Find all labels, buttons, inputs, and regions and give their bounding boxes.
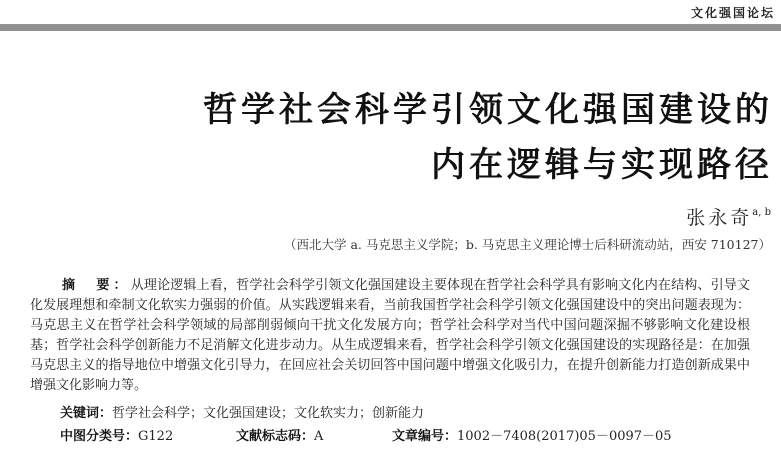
doc-code-label: 文献标志码： xyxy=(236,429,315,444)
doc-code-value: A xyxy=(314,429,324,444)
article-no-label: 文章编号： xyxy=(392,429,458,444)
header-rule xyxy=(0,24,781,31)
document-code xyxy=(236,425,323,444)
author-affiliation-marks: a, b xyxy=(752,207,771,218)
keywords xyxy=(60,402,424,421)
clc-label: 中图分类号： xyxy=(60,429,139,444)
keywords-label: 关键词： xyxy=(60,406,113,421)
title-line-1: 哲学社会科学引领文化强国建设的 xyxy=(203,90,773,130)
abstract xyxy=(30,276,750,396)
title-line-2: 内在逻辑与实现路径 xyxy=(431,145,773,185)
article-number xyxy=(392,425,672,444)
keywords-text: 哲学社会科学；文化强国建设；文化软实力；创新能力 xyxy=(112,406,425,421)
author xyxy=(686,203,771,230)
abstract-label: 摘 要： xyxy=(62,278,131,293)
clc-number xyxy=(60,425,173,444)
affiliation: （西北大学 a. 马克思主义学院；b. 马克思主义理论博士后科研流动站，西安 710127） xyxy=(283,237,771,252)
clc-value: G122 xyxy=(138,429,174,444)
running-head: 文化强国论坛 xyxy=(690,6,775,20)
article-no-value: 1002－7408(2017)05－0097－05 xyxy=(457,429,672,444)
abstract-text: 从理论逻辑上看，哲学社会科学引领文化强国建设主要体现在哲学社会科学具有影响文化内在结构、引导文化发展理想和牵制文化软实力强弱的价值。从实践逻辑来看，当前我国哲学社会科学引领文化强国建设中的突出问题表现为：马克思主义在哲学社会科学领域的局部削弱倾向干扰文化发展方向；哲学社会科学对当代中国问题深掘不够影响文化建设根基；哲学社会科学创新能力不足消解文化进步动力。从生成逻辑来看，哲学社会科学引领文化强国建设的实现路径是：在加强马克思主义的指导地位中增强文化引导力，在回应社会关切回答中国问题中增强文化吸引力，在提升创新能力打造创新成果中增强文化影响力等。 xyxy=(30,278,750,393)
author-name: 张永奇 xyxy=(686,207,753,229)
